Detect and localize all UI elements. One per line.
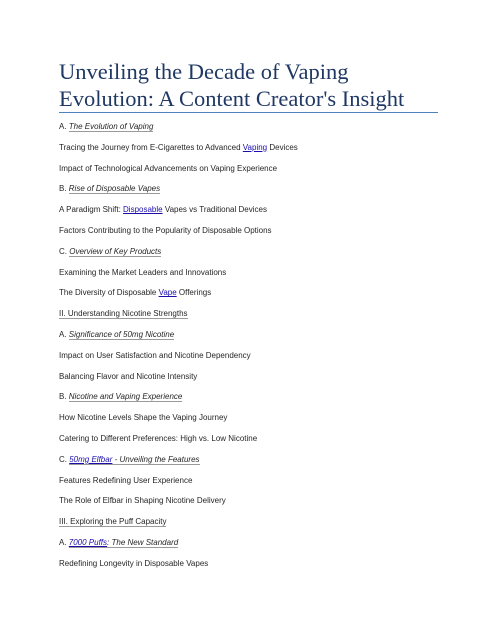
chapter-heading	[59, 516, 166, 528]
section-heading	[59, 121, 153, 133]
vape-link[interactable]: Vape	[158, 288, 177, 298]
outline-item	[59, 163, 277, 175]
outline-item	[59, 287, 211, 299]
chapter-text: III. Exploring the Puff Capacity	[59, 517, 167, 527]
section-heading	[59, 329, 174, 341]
item-text: Features Redefining User Experience	[59, 475, 193, 485]
item-text: Impact on User Satisfaction and Nicotine Dependency	[59, 350, 251, 360]
outline-item	[59, 475, 192, 487]
title-line-1: Unveiling the Decade of Vaping	[59, 59, 349, 84]
item-text: Factors Contributing to the Popularity of Disposable Options	[59, 226, 272, 235]
outline-marker: C.	[59, 454, 70, 464]
item-text: Examining the Market Leaders and Innovations	[59, 267, 227, 277]
heading-text: Rise of Disposable Vapes	[68, 184, 161, 194]
item-text-suffix: Offerings	[176, 288, 212, 298]
outline-item	[59, 350, 251, 362]
outline-item	[59, 558, 208, 570]
disposable-link[interactable]: Disposable	[123, 205, 163, 215]
outline-marker: A.	[59, 330, 69, 339]
chapter-heading	[59, 308, 188, 320]
puffs-link[interactable]: 7000 Puffs	[68, 538, 108, 547]
outline-item	[59, 495, 226, 507]
item-text-suffix: Vapes vs Traditional Devices	[162, 205, 267, 215]
section-heading	[59, 537, 178, 549]
heading-text: : The New Standard	[107, 538, 179, 547]
section-heading	[59, 246, 161, 258]
heading-text: Significance of 50mg Nicotine	[68, 330, 175, 339]
outline-marker: B.	[59, 392, 69, 402]
outline-marker: B.	[59, 184, 69, 194]
outline-item	[59, 371, 197, 383]
item-text: Catering to Different Preferences: High vs. Low Nicotine	[59, 434, 258, 443]
outline-item	[59, 225, 272, 237]
document-title	[59, 58, 439, 112]
elfbar-link[interactable]: 50mg Elfbar	[69, 454, 113, 464]
heading-text: Overview of Key Products	[69, 246, 162, 256]
chapter-text: II. Understanding Nicotine Strengths	[59, 309, 188, 319]
heading-text: - Unveiling the Features	[112, 454, 200, 464]
vaping-link[interactable]: Vaping	[242, 142, 268, 152]
item-text: Balancing Flavor and Nicotine Intensity	[59, 371, 198, 381]
item-text: A Paradigm Shift:	[59, 205, 124, 215]
item-text: How Nicotine Levels Shape the Vaping Journey	[59, 413, 228, 423]
title-line-2: Evolution: A Content Creator's Insight	[59, 86, 405, 111]
outline-item	[59, 412, 227, 424]
item-text: The Diversity of Disposable	[59, 288, 159, 298]
outline-item	[59, 204, 267, 216]
item-text: Redefining Longevity in Disposable Vapes	[59, 558, 209, 568]
section-heading	[59, 391, 182, 403]
heading-text: Nicotine and Vaping Experience	[68, 392, 183, 402]
heading-text: The Evolution of Vaping	[68, 122, 154, 131]
item-text: Impact of Technological Advancements on Vaping Experience	[59, 163, 278, 173]
outline-marker: A.	[59, 538, 69, 547]
outline-marker: A.	[59, 122, 69, 131]
section-heading	[59, 454, 200, 466]
section-heading	[59, 183, 160, 195]
outline-marker: C.	[59, 246, 70, 256]
title-divider	[59, 112, 438, 113]
outline-item	[59, 433, 257, 445]
item-text: The Role of Elfbar in Shaping Nicotine Delivery	[59, 496, 226, 506]
item-text: Tracing the Journey from E-Cigarettes to Advanced	[59, 142, 243, 152]
outline-item	[59, 267, 226, 279]
outline-item	[59, 142, 298, 154]
item-text-suffix: Devices	[267, 142, 298, 152]
